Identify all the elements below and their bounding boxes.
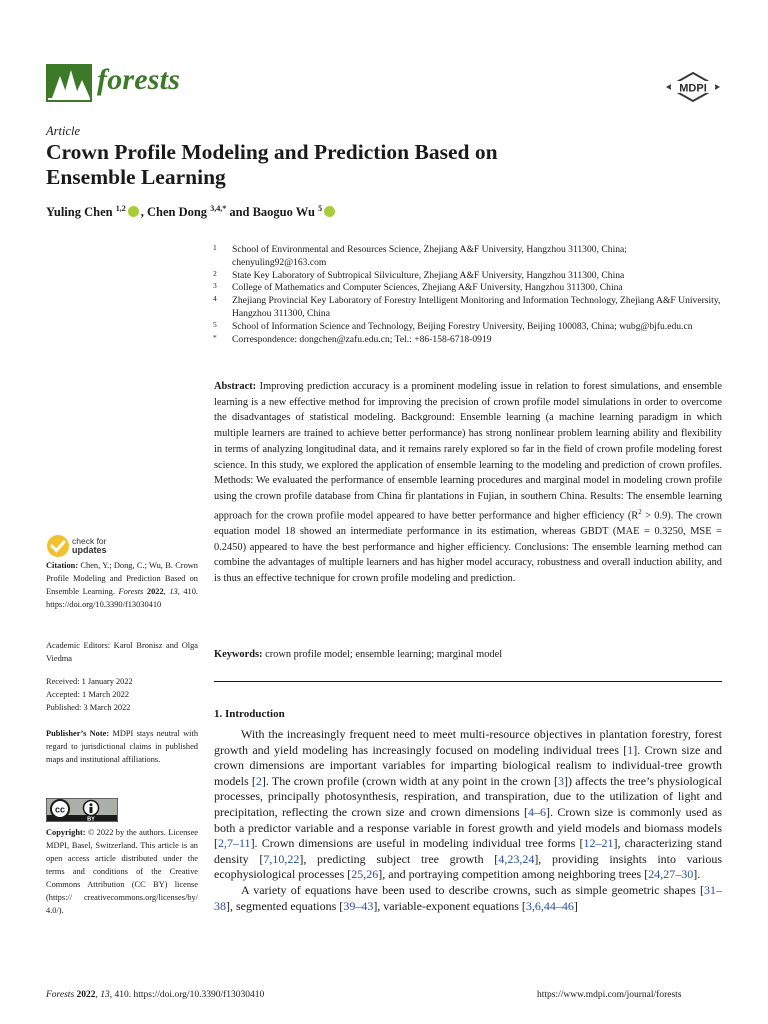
paragraph-text: ]) affects the tree’s physiological processes, principally photosynthesis, respiration, and transpiration, due to the utilization of light and precipitation, reflecting the crown size and crown dimensions [ [214,773,722,819]
affiliations [213,244,723,346]
paragraph-text: ] [573,898,578,913]
section-heading: 1. Introduction [214,708,285,720]
footer-citation: Forests 2022, 13, 410. https://doi.org/10.3390/f13030410 [46,990,265,1000]
citation-ref-link[interactable]: 4,23,24 [498,851,535,866]
author-affil-sup: 5 [318,204,323,213]
correspondence-text: Correspondence: dongchen@zafu.edu.cn; Tel.: +86-158-6718-0919 [232,333,492,345]
keywords-text: crown profile model; ensemble learning; marginal model [265,649,503,660]
footer-year: 2022 [76,990,96,1000]
received-label: Received: [46,677,80,686]
academic-editors: Academic Editors: Karol Bronisz and Olga Viedma [46,641,198,663]
journal-name: forests [97,63,181,96]
affiliation-number: 3 [213,281,217,291]
check-updates-icon [46,534,70,558]
citation-ref-link[interactable]: 25,26 [351,867,379,882]
title-line-2: Ensemble Learning [46,165,226,189]
affiliation-number: 1 [213,243,217,252]
citation-ref-link[interactable]: 1 [627,742,634,757]
abstract-text-part2: > 0.9). The crown equation model 18 showed an intermediate performance in its estimation, whereas GBDT (MAE = 0.3250, MSE = 0.2450) appeared to have the best performance and higher efficiency. Conclusions: The ensemble learning method can combine the advantages of multiple learners and has higher model accuracy, robustness and overall induction ability, and is thus an effective technique for crown profile modeling and prediction. [214,510,723,584]
published-date [46,701,198,714]
footer-volume: 13 [100,990,110,1000]
citation-text: Chen, Y.; Dong, C.; Wu, B. Crown Profile Modeling and Prediction Based on Ensemble Learning. [46,561,198,596]
body-text [214,727,722,914]
publisher-note-text: MDPI stays neutral with regard to jurisdictional claims in published maps and institutional affiliations. [46,729,199,764]
author-separator: and [226,205,253,220]
citation-ref-link[interactable]: 31–38 [214,882,722,913]
footer-journal: Forests [46,990,75,1000]
affiliation-number: 5 [213,319,217,329]
citation-block: Citation: Chen, Y.; Dong, C.; Wu, B. Crown Profile Modeling and Prediction Based on Ensemble Learning. Forests 2022, 13, 410. https://doi.org/10.3390/f13030410 [46,561,199,609]
paragraph-text: ], and portraying competition among neighboring trees [ [378,867,649,882]
affiliation-text: College of Mathematics and Computer Sciences, Zhejiang A&F University, Hangzhou 311300, China [232,282,623,294]
accepted-value: 1 March 2022 [82,690,130,699]
affiliation-text: School of Information Science and Technology, Beijing Forestry University, Beijing 100083, China; wubg@bjfu.edu.cn [232,320,693,332]
paragraph-text: ]. [693,867,701,882]
cc-label: BY [87,816,95,822]
received-date [46,675,198,688]
copyright-block [46,826,198,917]
citation-ref-link[interactable]: 2 [255,773,262,788]
dates-block [46,675,198,714]
forests-logo-icon [46,64,92,102]
affiliation-text: Zhejiang Provincial Key Laboratory of Forestry Intelligent Monitoring and Information Technology, Zhejiang A&F University, Hangzhou 311300, China [232,295,721,319]
svg-text:cc: cc [54,804,66,815]
paragraph-text: ], variable-exponent equations [ [373,898,526,913]
affiliation-item [213,295,723,321]
citation-ref-link[interactable]: 24,27–30 [648,867,694,882]
affiliation-text: State Key Laboratory of Subtropical Silviculture, Zhejiang A&F University, Hangzhou 311300, China [232,269,625,281]
check-label-1: check for [72,536,107,546]
paragraph-text: ], segmented equations [ [226,898,344,913]
orcid-icon[interactable] [128,206,139,217]
title-line-1: Crown Profile Modeling and Prediction Based on [46,140,498,164]
abstract-label: Abstract: [214,381,257,392]
publisher-note [46,727,198,766]
accepted-date [46,688,198,701]
published-value: 3 March 2022 [83,703,131,712]
affiliation-number: 2 [213,268,217,278]
author-name[interactable]: Chen Dong [146,205,208,220]
intro-paragraph-1 [214,727,722,883]
footer-doi-link[interactable]: , 410. https://doi.org/10.3390/f13030410 [109,990,265,1000]
accepted-label: Accepted: [46,690,80,699]
paragraph-text: A variety of equations have been used to describe crowns, such as simple geometric shapes [ [241,882,704,897]
citation-label: Citation: [46,561,79,570]
citation-volume: 13 [169,587,178,596]
affiliation-text: School of Environmental and Resources Science, Zhejiang A&F University, Hangzhou 311300, China; chenyuling92@163.com [232,244,627,268]
orcid-icon[interactable] [324,206,335,217]
copyright-label: Copyright: [46,828,86,837]
affiliation-item [213,270,723,283]
keywords-label: Keywords: [214,649,263,660]
citation-ref-link[interactable]: 4–6 [528,804,547,819]
citation-ref-link[interactable]: 7,10,22 [263,851,300,866]
author-list [46,204,337,220]
citation-ref-link[interactable]: 39–43 [343,898,374,913]
paragraph-text: ]. The crown profile (crown width at any point in the crown [ [261,773,558,788]
citation-ref-link[interactable]: 12–21 [583,836,614,851]
correspondence-item [213,334,723,347]
author-name[interactable]: Yuling Chen [46,205,113,220]
affiliation-item [213,282,723,295]
published-label: Published: [46,703,82,712]
received-value: 1 January 2022 [81,677,133,686]
mdpi-logo [665,72,721,104]
citation-doi-link[interactable]: , 410. https://doi.org/10.3390/f13030410 [46,587,199,609]
citation-journal: Forests [118,587,144,596]
copyright-text: © 2022 by the authors. Licensee MDPI, Basel, Switzerland. This article is an open access article distributed under the terms and conditions of the Creative Commons Attribution (CC BY) license (https:// creativecommons.org/licenses/by/ 4.0/). [46,828,198,915]
abstract [214,379,722,587]
footer-journal-url[interactable]: https://www.mdpi.com/journal/forests [537,990,682,1000]
affiliation-item [213,244,723,270]
check-for-updates-badge[interactable] [46,534,166,560]
author-affil-sup: 3,4,* [210,204,227,213]
paragraph-text: ]. Crown size is commonly used as both a predictor variable and a response variable in forest growth and yield models and biomass models [ [214,804,722,851]
author-affil-sup: 1,2 [115,204,126,213]
affiliation-number: 4 [213,294,217,304]
article-type: Article [46,124,81,138]
check-label-2: updates [72,545,107,555]
citation-ref-link[interactable]: 2,7–11 [218,836,251,851]
author-name[interactable]: Baoguo Wu [252,205,316,220]
paragraph-text: With the increasingly frequent need to meet multi-resource objectives in plantation forestry, forest growth and yield modeling has increasingly focused on modeling individual trees [ [214,727,722,757]
paragraph-text: ]. Crown size and crown dimensions are important variables for imparting biological realism to individual-tree growth models [ [214,742,722,788]
paragraph-text: ], characterizing stand density [ [214,836,723,866]
abstract-text-part1: Improving prediction accuracy is a prominent modeling issue in relation to forest simulations, and ensemble learning is a new effective method for improving the precision of crown profile model simulations in order to overcome the disadvantages of statistical modeling. Background: Ensemble learning (a machine learning paradigm in which multiple learners are trained to achieve better performance) has strong nonlinear problem learning ability and flexibility in terms of analyzing longitudinal data, and it remains rarely explored so far in the field of crown profile modeling forest science. In this study, we explored the application of ensemble learning to the modeling and prediction of crown profiles. Methods: We evaluated the performance of ensemble learning procedures and marginal model in modeling crown profile using the crown profile database from China fir plantations in Fujian, in southern China. Results: The ensemble learning approach for the crown profile model appeared to have better performance and higher efficiency (R [214,381,722,522]
abstract-sup: 2 [638,507,642,516]
section-divider [214,681,722,682]
citation-ref-link[interactable]: 3,6,44–46 [525,898,574,913]
keywords [214,647,722,662]
cc-by-license-icon[interactable] [46,798,118,822]
affiliation-number: * [213,332,217,342]
mdpi-logo-text: MDPI [679,82,707,95]
publisher-note-label: Publisher’s Note: [46,729,110,738]
page-title [46,140,666,190]
citation-year: 2022 [146,587,164,596]
paragraph-text: ]. Crown dimensions are useful in modeling individual tree forms [ [250,836,584,851]
affiliation-item [213,321,723,334]
paragraph-text: ], predicting subject tree growth [ [299,851,499,866]
citation-ref-link[interactable]: 3 [558,773,564,788]
paragraph-text: ], providing insights into various ecophysiological processes [ [214,851,722,882]
intro-paragraph-2 [214,883,722,914]
author-separator: , [140,205,147,220]
